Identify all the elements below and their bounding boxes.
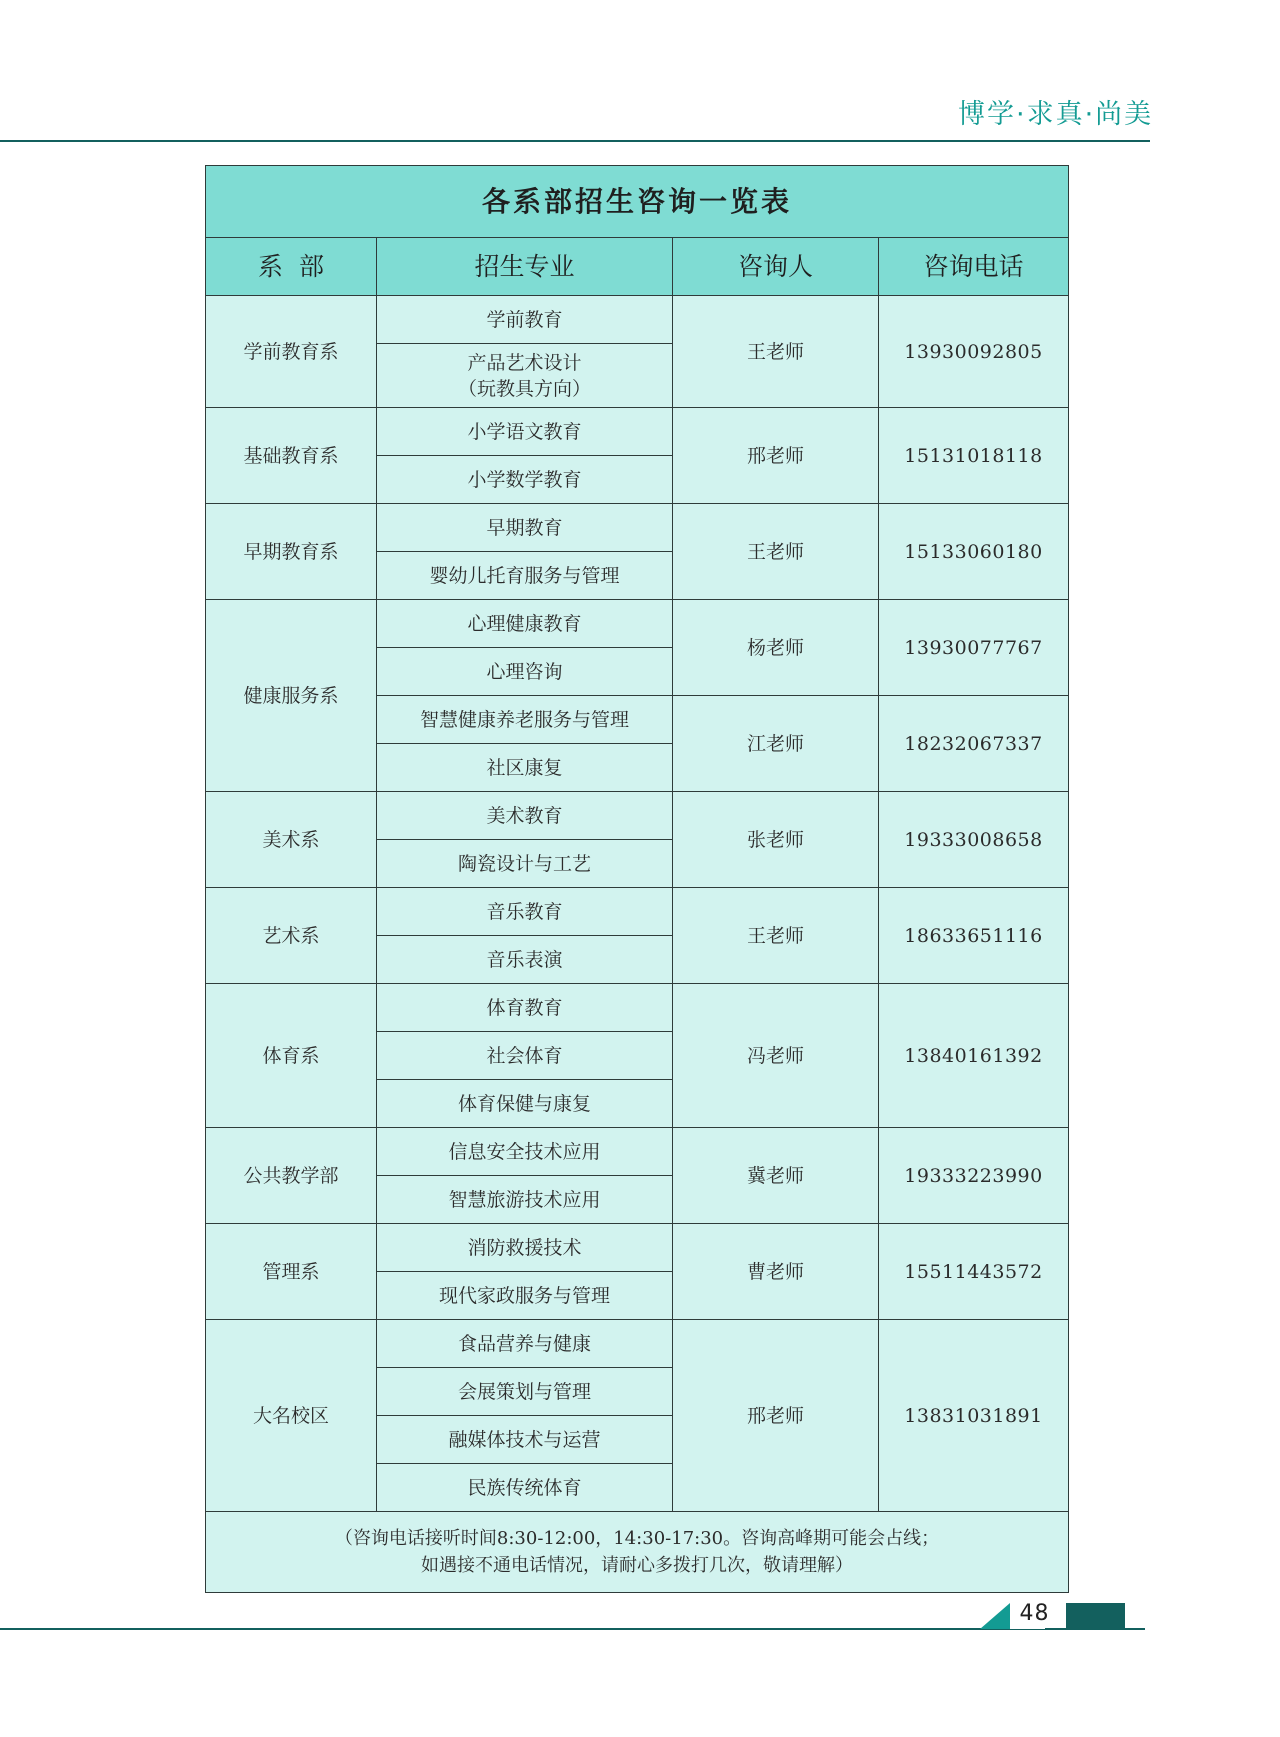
contact-cell: 邢老师 bbox=[673, 408, 879, 504]
table-title: 各系部招生咨询一览表 bbox=[206, 166, 1069, 238]
major-cell: 体育保健与康复 bbox=[377, 1080, 673, 1128]
department-cell: 早期教育系 bbox=[206, 504, 377, 600]
major-cell: 体育教育 bbox=[377, 984, 673, 1032]
major-cell: 现代家政服务与管理 bbox=[377, 1272, 673, 1320]
header-slogan: 博学·求真·尚美 bbox=[958, 99, 1154, 130]
enrollment-table-container bbox=[205, 165, 1068, 1593]
phone-cell: 15511443572 bbox=[879, 1224, 1069, 1320]
major-cell: 融媒体技术与运营 bbox=[377, 1416, 673, 1464]
major-cell: 小学数学教育 bbox=[377, 456, 673, 504]
department-cell: 美术系 bbox=[206, 792, 377, 888]
major-cell: 学前教育 bbox=[377, 296, 673, 344]
phone-cell: 19333008658 bbox=[879, 792, 1069, 888]
phone-cell: 15133060180 bbox=[879, 504, 1069, 600]
department-cell: 健康服务系 bbox=[206, 600, 377, 792]
phone-cell: 13930077767 bbox=[879, 600, 1069, 696]
major-cell: 社会体育 bbox=[377, 1032, 673, 1080]
major-cell: 产品艺术设计 （玩教具方向） bbox=[377, 344, 673, 408]
table-note-line-2: 如遇接不通电话情况，请耐心多拨打几次，敬请理解） bbox=[421, 1555, 853, 1576]
department-cell: 公共教学部 bbox=[206, 1128, 377, 1224]
contact-cell: 曹老师 bbox=[673, 1224, 879, 1320]
major-cell: 心理咨询 bbox=[377, 648, 673, 696]
major-cell: 音乐表演 bbox=[377, 936, 673, 984]
page-number: 48 bbox=[1019, 1601, 1050, 1626]
department-cell: 学前教育系 bbox=[206, 296, 377, 408]
contact-cell: 邢老师 bbox=[673, 1320, 879, 1512]
phone-cell: 13930092805 bbox=[879, 296, 1069, 408]
major-cell: 智慧旅游技术应用 bbox=[377, 1176, 673, 1224]
bottom-divider bbox=[0, 1628, 1145, 1630]
major-cell: 民族传统体育 bbox=[377, 1464, 673, 1512]
major-cell: 心理健康教育 bbox=[377, 600, 673, 648]
column-header-contact: 咨询人 bbox=[673, 238, 879, 296]
column-header-department: 系 部 bbox=[206, 238, 377, 296]
major-cell: 音乐教育 bbox=[377, 888, 673, 936]
column-header-phone: 咨询电话 bbox=[879, 238, 1069, 296]
contact-cell: 王老师 bbox=[673, 504, 879, 600]
phone-cell: 18633651116 bbox=[879, 888, 1069, 984]
department-cell: 艺术系 bbox=[206, 888, 377, 984]
major-cell: 智慧健康养老服务与管理 bbox=[377, 696, 673, 744]
department-cell: 体育系 bbox=[206, 984, 377, 1128]
major-cell: 婴幼儿托育服务与管理 bbox=[377, 552, 673, 600]
table-note-line-1: （咨询电话接听时间8:30-12:00，14:30-17:30。咨询高峰期可能会占线； bbox=[334, 1528, 940, 1549]
contact-cell: 王老师 bbox=[673, 888, 879, 984]
column-header-major: 招生专业 bbox=[377, 238, 673, 296]
contact-cell: 江老师 bbox=[673, 696, 879, 792]
major-cell: 小学语文教育 bbox=[377, 408, 673, 456]
major-cell: 信息安全技术应用 bbox=[377, 1128, 673, 1176]
page-tab-dark-block bbox=[1066, 1603, 1125, 1629]
page-number-tab bbox=[980, 1603, 1145, 1629]
major-cell: 陶瓷设计与工艺 bbox=[377, 840, 673, 888]
phone-cell: 13831031891 bbox=[879, 1320, 1069, 1512]
major-cell: 消防救援技术 bbox=[377, 1224, 673, 1272]
contact-cell: 张老师 bbox=[673, 792, 879, 888]
department-cell: 大名校区 bbox=[206, 1320, 377, 1512]
major-cell: 社区康复 bbox=[377, 744, 673, 792]
phone-cell: 13840161392 bbox=[879, 984, 1069, 1128]
major-cell: 食品营养与健康 bbox=[377, 1320, 673, 1368]
department-cell: 管理系 bbox=[206, 1224, 377, 1320]
contact-cell: 杨老师 bbox=[673, 600, 879, 696]
contact-cell: 王老师 bbox=[673, 296, 879, 408]
major-cell: 会展策划与管理 bbox=[377, 1368, 673, 1416]
top-divider bbox=[0, 140, 1150, 142]
contact-cell: 冀老师 bbox=[673, 1128, 879, 1224]
phone-cell: 18232067337 bbox=[879, 696, 1069, 792]
table-note bbox=[206, 1512, 1069, 1593]
phone-cell: 15131018118 bbox=[879, 408, 1069, 504]
enrollment-table bbox=[205, 165, 1069, 1593]
phone-cell: 19333223990 bbox=[879, 1128, 1069, 1224]
contact-cell: 冯老师 bbox=[673, 984, 879, 1128]
major-cell: 美术教育 bbox=[377, 792, 673, 840]
major-cell: 早期教育 bbox=[377, 504, 673, 552]
department-cell: 基础教育系 bbox=[206, 408, 377, 504]
